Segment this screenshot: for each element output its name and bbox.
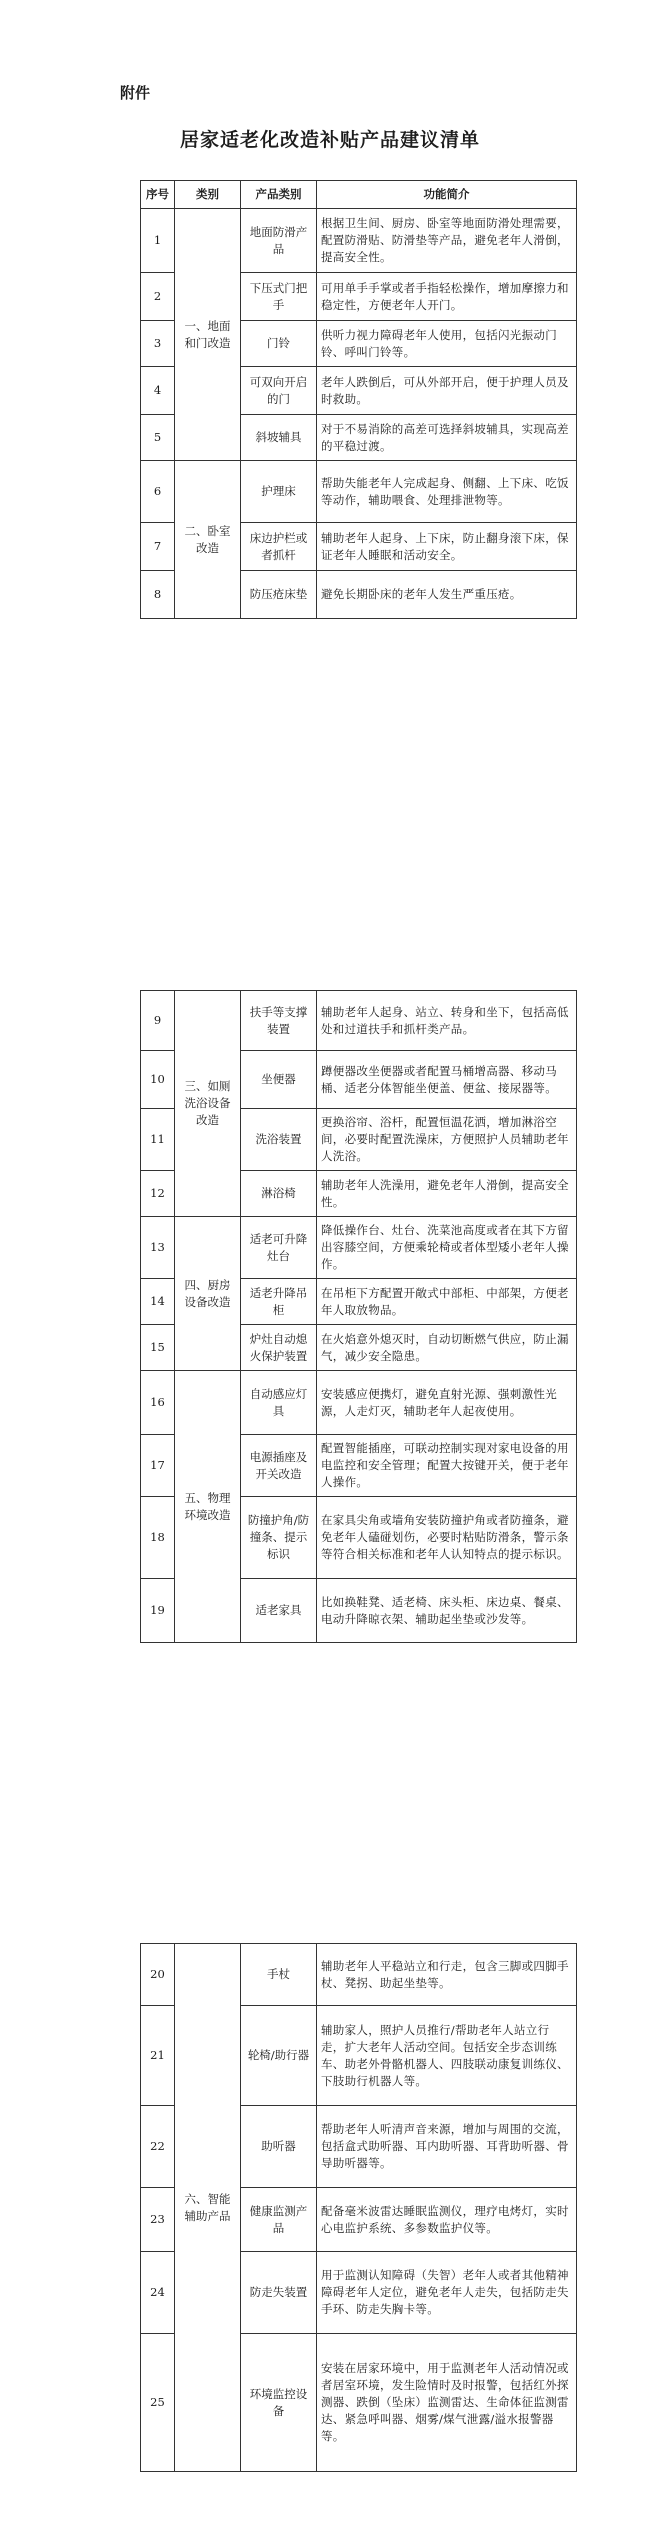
row-no: 23 <box>141 2188 175 2252</box>
row-no: 2 <box>141 273 175 321</box>
description-cell: 帮助失能老年人完成起身、侧翻、上下床、吃饭等动作，辅助喂食、处理排泄物等。 <box>317 461 577 523</box>
product-cell: 下压式门把手 <box>241 273 317 321</box>
row-no: 25 <box>141 2334 175 2472</box>
row-no: 11 <box>141 1109 175 1171</box>
product-cell: 助听器 <box>241 2106 317 2188</box>
product-cell: 手杖 <box>241 1944 317 2006</box>
table-header-row <box>141 181 577 209</box>
document-title: 居家适老化改造补贴产品建议清单 <box>179 129 480 151</box>
description-cell: 蹲便器改坐便器或者配置马桶增高器、移动马桶、适老分体智能坐便盖、便盆、接尿器等。 <box>317 1051 577 1109</box>
product-cell: 床边护栏或者抓杆 <box>241 523 317 571</box>
product-cell: 适老可升降灶台 <box>241 1217 317 1279</box>
product-cell: 防撞护角/防撞条、提示标识 <box>241 1497 317 1579</box>
table-row <box>141 991 577 1051</box>
row-no: 17 <box>141 1435 175 1497</box>
description-cell: 降低操作台、灶台、洗菜池高度或者在其下方留出容膝空间，方便乘轮椅或者体型矮小老年人操作。 <box>317 1217 577 1279</box>
category-cell: 四、厨房设备改造 <box>175 1217 241 1371</box>
description-cell: 配备毫米波雷达睡眠监测仪，理疗电烤灯，实时心电监护系统、多参数监护仪等。 <box>317 2188 577 2252</box>
description-cell: 对于不易消除的高差可选择斜坡辅具，实现高差的平稳过渡。 <box>317 415 577 461</box>
product-cell: 健康监测产品 <box>241 2188 317 2252</box>
description-cell: 供听力视力障碍老年人使用，包括闪光振动门铃、呼叫门铃等。 <box>317 321 577 367</box>
product-cell: 洗浴装置 <box>241 1109 317 1171</box>
product-cell: 坐便器 <box>241 1051 317 1109</box>
table-row <box>141 461 577 523</box>
description-cell: 辅助家人，照护人员推行/帮助老年人站立行走，扩大老年人活动空间。包括安全步态训练车、助老外骨骼机器人、四肢联动康复训练仪、下肢助行机器人等。 <box>317 2006 577 2106</box>
row-no: 4 <box>141 367 175 415</box>
description-cell: 辅助老年人平稳站立和行走，包含三脚或四脚手杖、凳拐、助起坐垫等。 <box>317 1944 577 2006</box>
description-cell: 安装在居家环境中，用于监测老年人活动情况或者居室环境，发生险情时及时报警，包括红外探测器、跌倒（坠床）监测雷达、生命体征监测雷达、紧急呼叫器、烟雾/煤气泄露/溢水报警器等。 <box>317 2334 577 2472</box>
description-cell: 更换浴帘、浴杆，配置恒温花洒，增加淋浴空间，必要时配置洗澡床，方便照护人员辅助老年人洗浴。 <box>317 1109 577 1171</box>
row-no: 7 <box>141 523 175 571</box>
table-row <box>141 1217 577 1279</box>
row-no: 9 <box>141 991 175 1051</box>
row-no: 6 <box>141 461 175 523</box>
description-cell: 用于监测认知障碍（失智）老年人或者其他精神障碍老年人定位，避免老年人走失，包括防走失手环、防走失胸卡等。 <box>317 2252 577 2334</box>
description-cell: 在火焰意外熄灭时，自动切断燃气供应，防止漏气，减少安全隐患。 <box>317 1325 577 1371</box>
product-cell: 环境监控设备 <box>241 2334 317 2472</box>
table-row <box>141 209 577 273</box>
description-cell: 避免长期卧床的老年人发生严重压疮。 <box>317 571 577 619</box>
row-no: 24 <box>141 2252 175 2334</box>
row-no: 13 <box>141 1217 175 1279</box>
row-no: 18 <box>141 1497 175 1579</box>
description-cell: 安装感应便携灯，避免直射光源、强刺激性光源，人走灯灭，辅助老年人起夜使用。 <box>317 1371 577 1435</box>
category-cell: 六、智能辅助产品 <box>175 1944 241 2472</box>
row-no: 14 <box>141 1279 175 1325</box>
table-row <box>141 1371 577 1435</box>
row-no: 19 <box>141 1579 175 1643</box>
description-cell: 在吊柜下方配置开敞式中部柜、中部架，方便老年人取放物品。 <box>317 1279 577 1325</box>
product-cell: 电源插座及开关改造 <box>241 1435 317 1497</box>
description-cell: 辅助老年人起身、上下床，防止翻身滚下床，保证老年人睡眠和活动安全。 <box>317 523 577 571</box>
product-cell: 斜坡辅具 <box>241 415 317 461</box>
row-no: 21 <box>141 2006 175 2106</box>
product-table-part-2 <box>140 990 577 1643</box>
product-cell: 可双向开启的门 <box>241 367 317 415</box>
description-cell: 可用单手手掌或者手指轻松操作，增加摩擦力和稳定性，方便老年人开门。 <box>317 273 577 321</box>
description-cell: 辅助老年人洗澡用，避免老年人滑倒，提高安全性。 <box>317 1171 577 1217</box>
row-no: 5 <box>141 415 175 461</box>
category-cell: 三、如厕洗浴设备改造 <box>175 991 241 1217</box>
product-cell: 门铃 <box>241 321 317 367</box>
description-cell: 比如换鞋凳、适老椅、床头柜、床边桌、餐桌、电动升降晾衣架、辅助起坐垫或沙发等。 <box>317 1579 577 1643</box>
row-no: 12 <box>141 1171 175 1217</box>
product-cell: 扶手等支撑装置 <box>241 991 317 1051</box>
product-cell: 淋浴椅 <box>241 1171 317 1217</box>
attachment-label: 附件 <box>120 84 151 102</box>
header-product: 产品类别 <box>241 181 317 209</box>
row-no: 20 <box>141 1944 175 2006</box>
product-cell: 防走失装置 <box>241 2252 317 2334</box>
product-table-part-3 <box>140 1943 577 2472</box>
description-cell: 根据卫生间、厨房、卧室等地面防滑处理需要，配置防滑贴、防滑垫等产品，避免老年人滑倒，提高安全性。 <box>317 209 577 273</box>
product-table-part-1 <box>140 180 577 619</box>
product-cell: 地面防滑产品 <box>241 209 317 273</box>
row-no: 15 <box>141 1325 175 1371</box>
description-cell: 辅助老年人起身、站立、转身和坐下，包括高低处和过道扶手和抓杆类产品。 <box>317 991 577 1051</box>
product-cell: 自动感应灯具 <box>241 1371 317 1435</box>
row-no: 3 <box>141 321 175 367</box>
row-no: 16 <box>141 1371 175 1435</box>
description-cell: 配置智能插座，可联动控制实现对家电设备的用电监控和安全管理；配置大按键开关，便于老年人操作。 <box>317 1435 577 1497</box>
category-cell: 五、物理环境改造 <box>175 1371 241 1643</box>
product-cell: 轮椅/助行器 <box>241 2006 317 2106</box>
description-cell: 帮助老年人听清声音来源，增加与周围的交流，包括盒式助听器、耳内助听器、耳背助听器、骨导助听器等。 <box>317 2106 577 2188</box>
category-cell: 一、地面和门改造 <box>175 209 241 461</box>
product-cell: 炉灶自动熄火保护装置 <box>241 1325 317 1371</box>
category-cell: 二、卧室改造 <box>175 461 241 619</box>
product-cell: 防压疮床垫 <box>241 571 317 619</box>
product-cell: 适老家具 <box>241 1579 317 1643</box>
header-category: 类别 <box>175 181 241 209</box>
table-row <box>141 1944 577 2006</box>
description-cell: 老年人跌倒后，可从外部开启，便于护理人员及时救助。 <box>317 367 577 415</box>
product-cell: 适老升降吊柜 <box>241 1279 317 1325</box>
description-cell: 在家具尖角或墙角安装防撞护角或者防撞条，避免老年人磕碰划伤，必要时粘贴防滑条，警示条等符合相关标准和老年人认知特点的提示标识。 <box>317 1497 577 1579</box>
row-no: 1 <box>141 209 175 273</box>
header-no: 序号 <box>141 181 175 209</box>
header-function: 功能简介 <box>317 181 577 209</box>
row-no: 8 <box>141 571 175 619</box>
row-no: 10 <box>141 1051 175 1109</box>
product-cell: 护理床 <box>241 461 317 523</box>
row-no: 22 <box>141 2106 175 2188</box>
